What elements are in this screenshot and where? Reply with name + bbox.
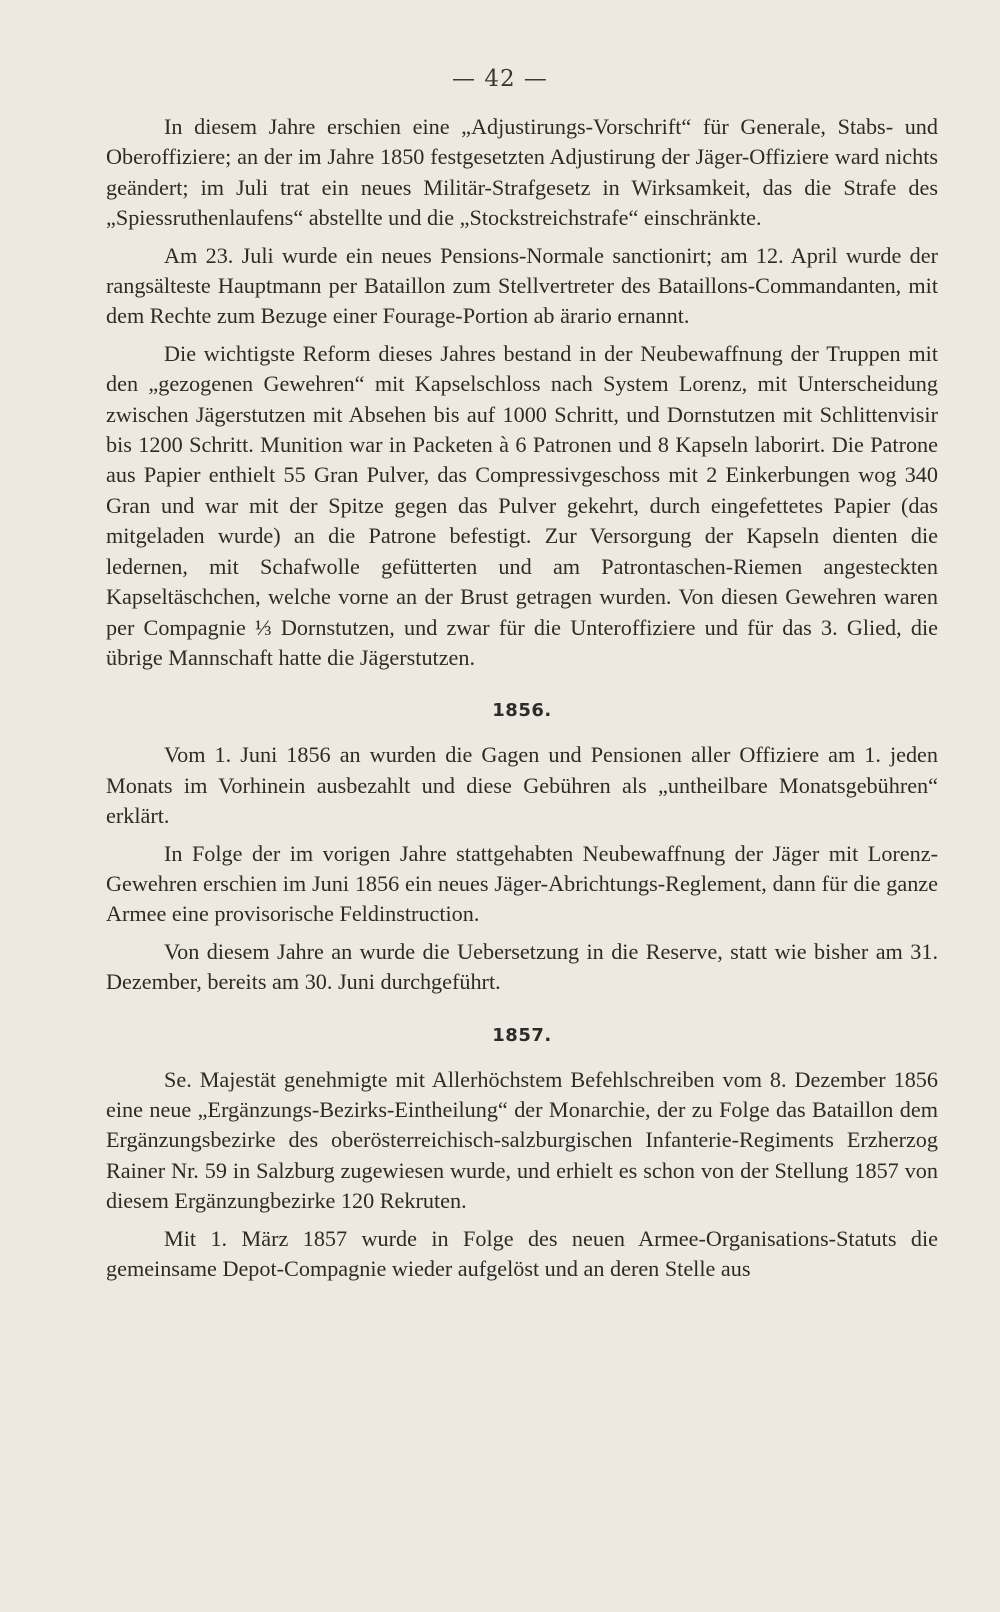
page-number: — 42 — bbox=[452, 66, 548, 92]
paragraph: In Folge der im vorigen Jahre stattgehabten Neubewaffnung der Jäger mit Lorenz-Gewehren erschien im Juni 1856 ein neues Jäger-Abrichtungs-Reglement, dann für die ganze Armee eine provisorische Feldinstruction. bbox=[106, 840, 938, 927]
section-heading: 1857. bbox=[492, 1024, 552, 1046]
paragraph: Se. Majestät genehmigte mit Allerhöchstem Befehlschreiben vom 8. Dezember 1856 eine neue „Ergänzungs-Bezirks-Eintheilung“ der Monarchie, der zu Folge das Bataillon dem Ergänzungsbezirke des oberösterreichisch-salzburgischen Infanterie-Regiments Erzherzog Rainer Nr. 59 in Salzburg zugewiesen wurde, und erhielt es schon von der Stellung 1857 von diesem Ergänzungbezirke 120 Rekruten. bbox=[106, 1066, 938, 1214]
paragraph: Vom 1. Juni 1856 an wurden die Gagen und Pensionen aller Offiziere am 1. jeden Monats im Vorhinein ausbezahlt und diese Gebühren als „untheilbare Monatsgebühren“ erklärt. bbox=[106, 742, 938, 829]
paragraph: Am 23. Juli wurde ein neues Pensions-Normale sanctionirt; am 12. April wurde der rangsälteste Hauptmann per Bataillon zum Stellvertreter des Bataillons-Commandanten, mit dem Rechte zum Bezuge einer Fourage-Portion ab ärario ernannt. bbox=[106, 242, 938, 329]
page-body bbox=[106, 112, 938, 1291]
paragraph: Die wichtigste Reform dieses Jahres bestand in der Neubewaffnung der Truppen mit den „gezogenen Gewehren“ mit Kapselschloss nach System Lorenz, mit Unterscheidung zwischen Jägerstutzen mit Absehen bis auf 1000 Schritt, und Dornstutzen mit Schlittenvisir bis 1200 Schritt. Munition war in Packeten à 6 Patronen und 8 Kapseln laborirt. Die Patrone aus Papier enthielt 55 Gran Pulver, das Compressivgeschoss mit 2 Einkerbungen wog 340 Gran und war mit der Spitze gegen das Pulver gekehrt, durch eingefettetes Papier (das mitgeladen wurde) an die Patrone befestigt. Zur Versorgung der Kapseln dienten die ledernen, mit Schafwolle gefütterten und am Patrontaschen-Riemen angesteckten Kapseltäschchen, welche vorne an der Brust getragen wurden. Von diesen Gewehren waren per Compagnie ⅓ Dornstutzen, und zwar für die Unteroffiziere und für das 3. Glied, die übrige Mannschaft hatte die Jägerstutzen. bbox=[106, 340, 938, 670]
paragraph: Von diesem Jahre an wurde die Uebersetzung in die Reserve, statt wie bisher am 31. Dezember, bereits am 30. Juni durchgeführt. bbox=[106, 938, 938, 995]
section-heading: 1856. bbox=[492, 700, 552, 722]
paragraph: In diesem Jahre erschien eine „Adjustirungs-Vorschrift“ für Generale, Stabs- und Oberoffiziere; an der im Jahre 1850 festgesetzten Adjustirung der Jäger-Offiziere ward nichts geändert; im Juli trat ein neues Militär-Strafgesetz in Wirksamkeit, das die Strafe des „Spiessruthenlaufens“ abstellte und die „Stockstreichstrafe“ einschränkte. bbox=[106, 114, 938, 231]
paragraph: Mit 1. März 1857 wurde in Folge des neuen Armee-Organisations-Statuts die gemeinsame Depot-Compagnie wieder aufgelöst und an deren Stelle aus bbox=[106, 1225, 938, 1281]
